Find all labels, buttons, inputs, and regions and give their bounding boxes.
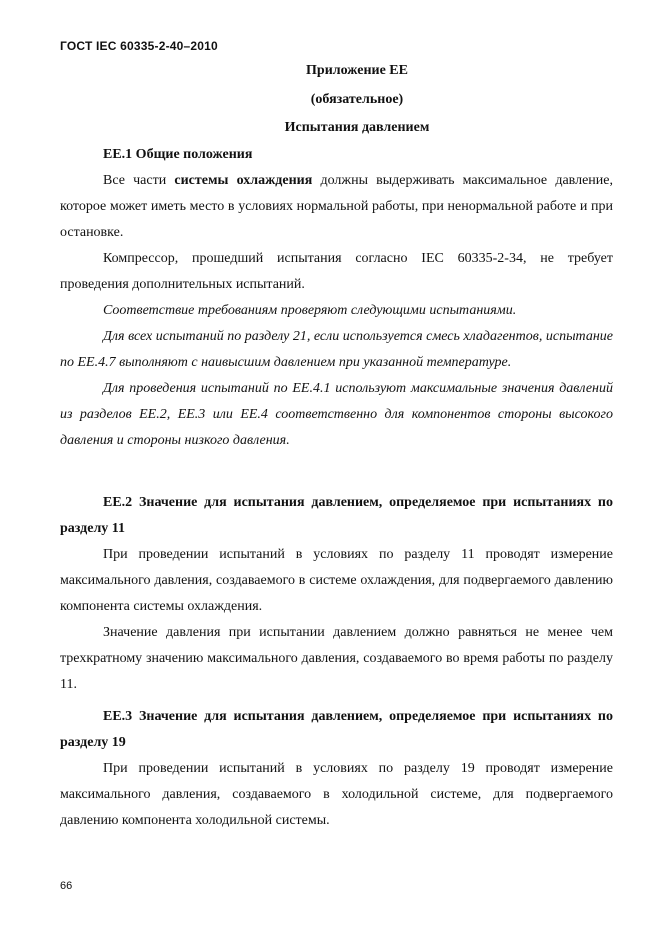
section-ee1 [60, 142, 613, 454]
section-ee2 [60, 490, 613, 698]
annex-title: Приложение ЕЕ [306, 63, 408, 78]
section-ee1-heading: ЕЕ.1 Общие положения [103, 147, 253, 162]
section-ee3-paragraph-1: При проведении испытаний в условиях по разделу 19 проводят измерение максимального давления, создаваемого в холодильной системе, для подвергаемого давлению компонента холодильной системы. [60, 761, 613, 828]
paragraph-text: должны выдерживать максимальное давление, которое может иметь место в условиях нормальной работы, при ненормальной работе и при остановке. [60, 173, 613, 240]
page-number: 66 [60, 880, 73, 892]
section-ee1-paragraph-4: Для всех испытаний по разделу 21, если используется смесь хладагентов, испытание по ЕЕ.4.7 выполняют с наивысшим давлением при указанной температуре. [60, 329, 613, 370]
section-ee3 [60, 704, 613, 834]
section-ee2-paragraph-1: При проведении испытаний в условиях по разделу 11 проводят измерение максимального давления, создаваемого в системе охлаждения, для подвергаемого давлению компонента системы охлаждения. [60, 547, 613, 614]
section-ee1-paragraph-1 [60, 168, 613, 246]
section-ee1-paragraph-3: Соответствие требованиям проверяют следующими испытаниями. [103, 303, 517, 318]
section-ee1-paragraph-5: Для проведения испытаний по ЕЕ.4.1 используют максимальные значения давлений из разделов ЕЕ.2, ЕЕ.3 или ЕЕ.4 соответственно для компонентов стороны высокого давления и стороны низкого давления. [60, 381, 613, 448]
section-ee2-heading: ЕЕ.2 Значение для испытания давлением, определяемое при испытаниях по разделу 11 [60, 495, 613, 536]
section-ee1-paragraph-2: Компрессор, прошедший испытания согласно IEC 60335-2-34, не требует проведения дополнительных испытаний. [60, 251, 613, 292]
paragraph-text: Все части [103, 173, 175, 188]
bold-term: системы охлаждения [174, 173, 313, 188]
annex-status: (обязательное) [310, 92, 404, 107]
annex-name: Испытания давлением [284, 120, 430, 135]
section-ee2-paragraph-2: Значение давления при испытании давлением должно равняться не менее чем трехкратному значению максимального давления, создаваемого во время работы по разделу 11. [60, 625, 613, 692]
section-ee3-heading: ЕЕ.3 Значение для испытания давлением, определяемое при испытаниях по разделу 19 [60, 709, 613, 750]
standard-code: ГОСТ IEC 60335-2-40–2010 [60, 39, 218, 53]
